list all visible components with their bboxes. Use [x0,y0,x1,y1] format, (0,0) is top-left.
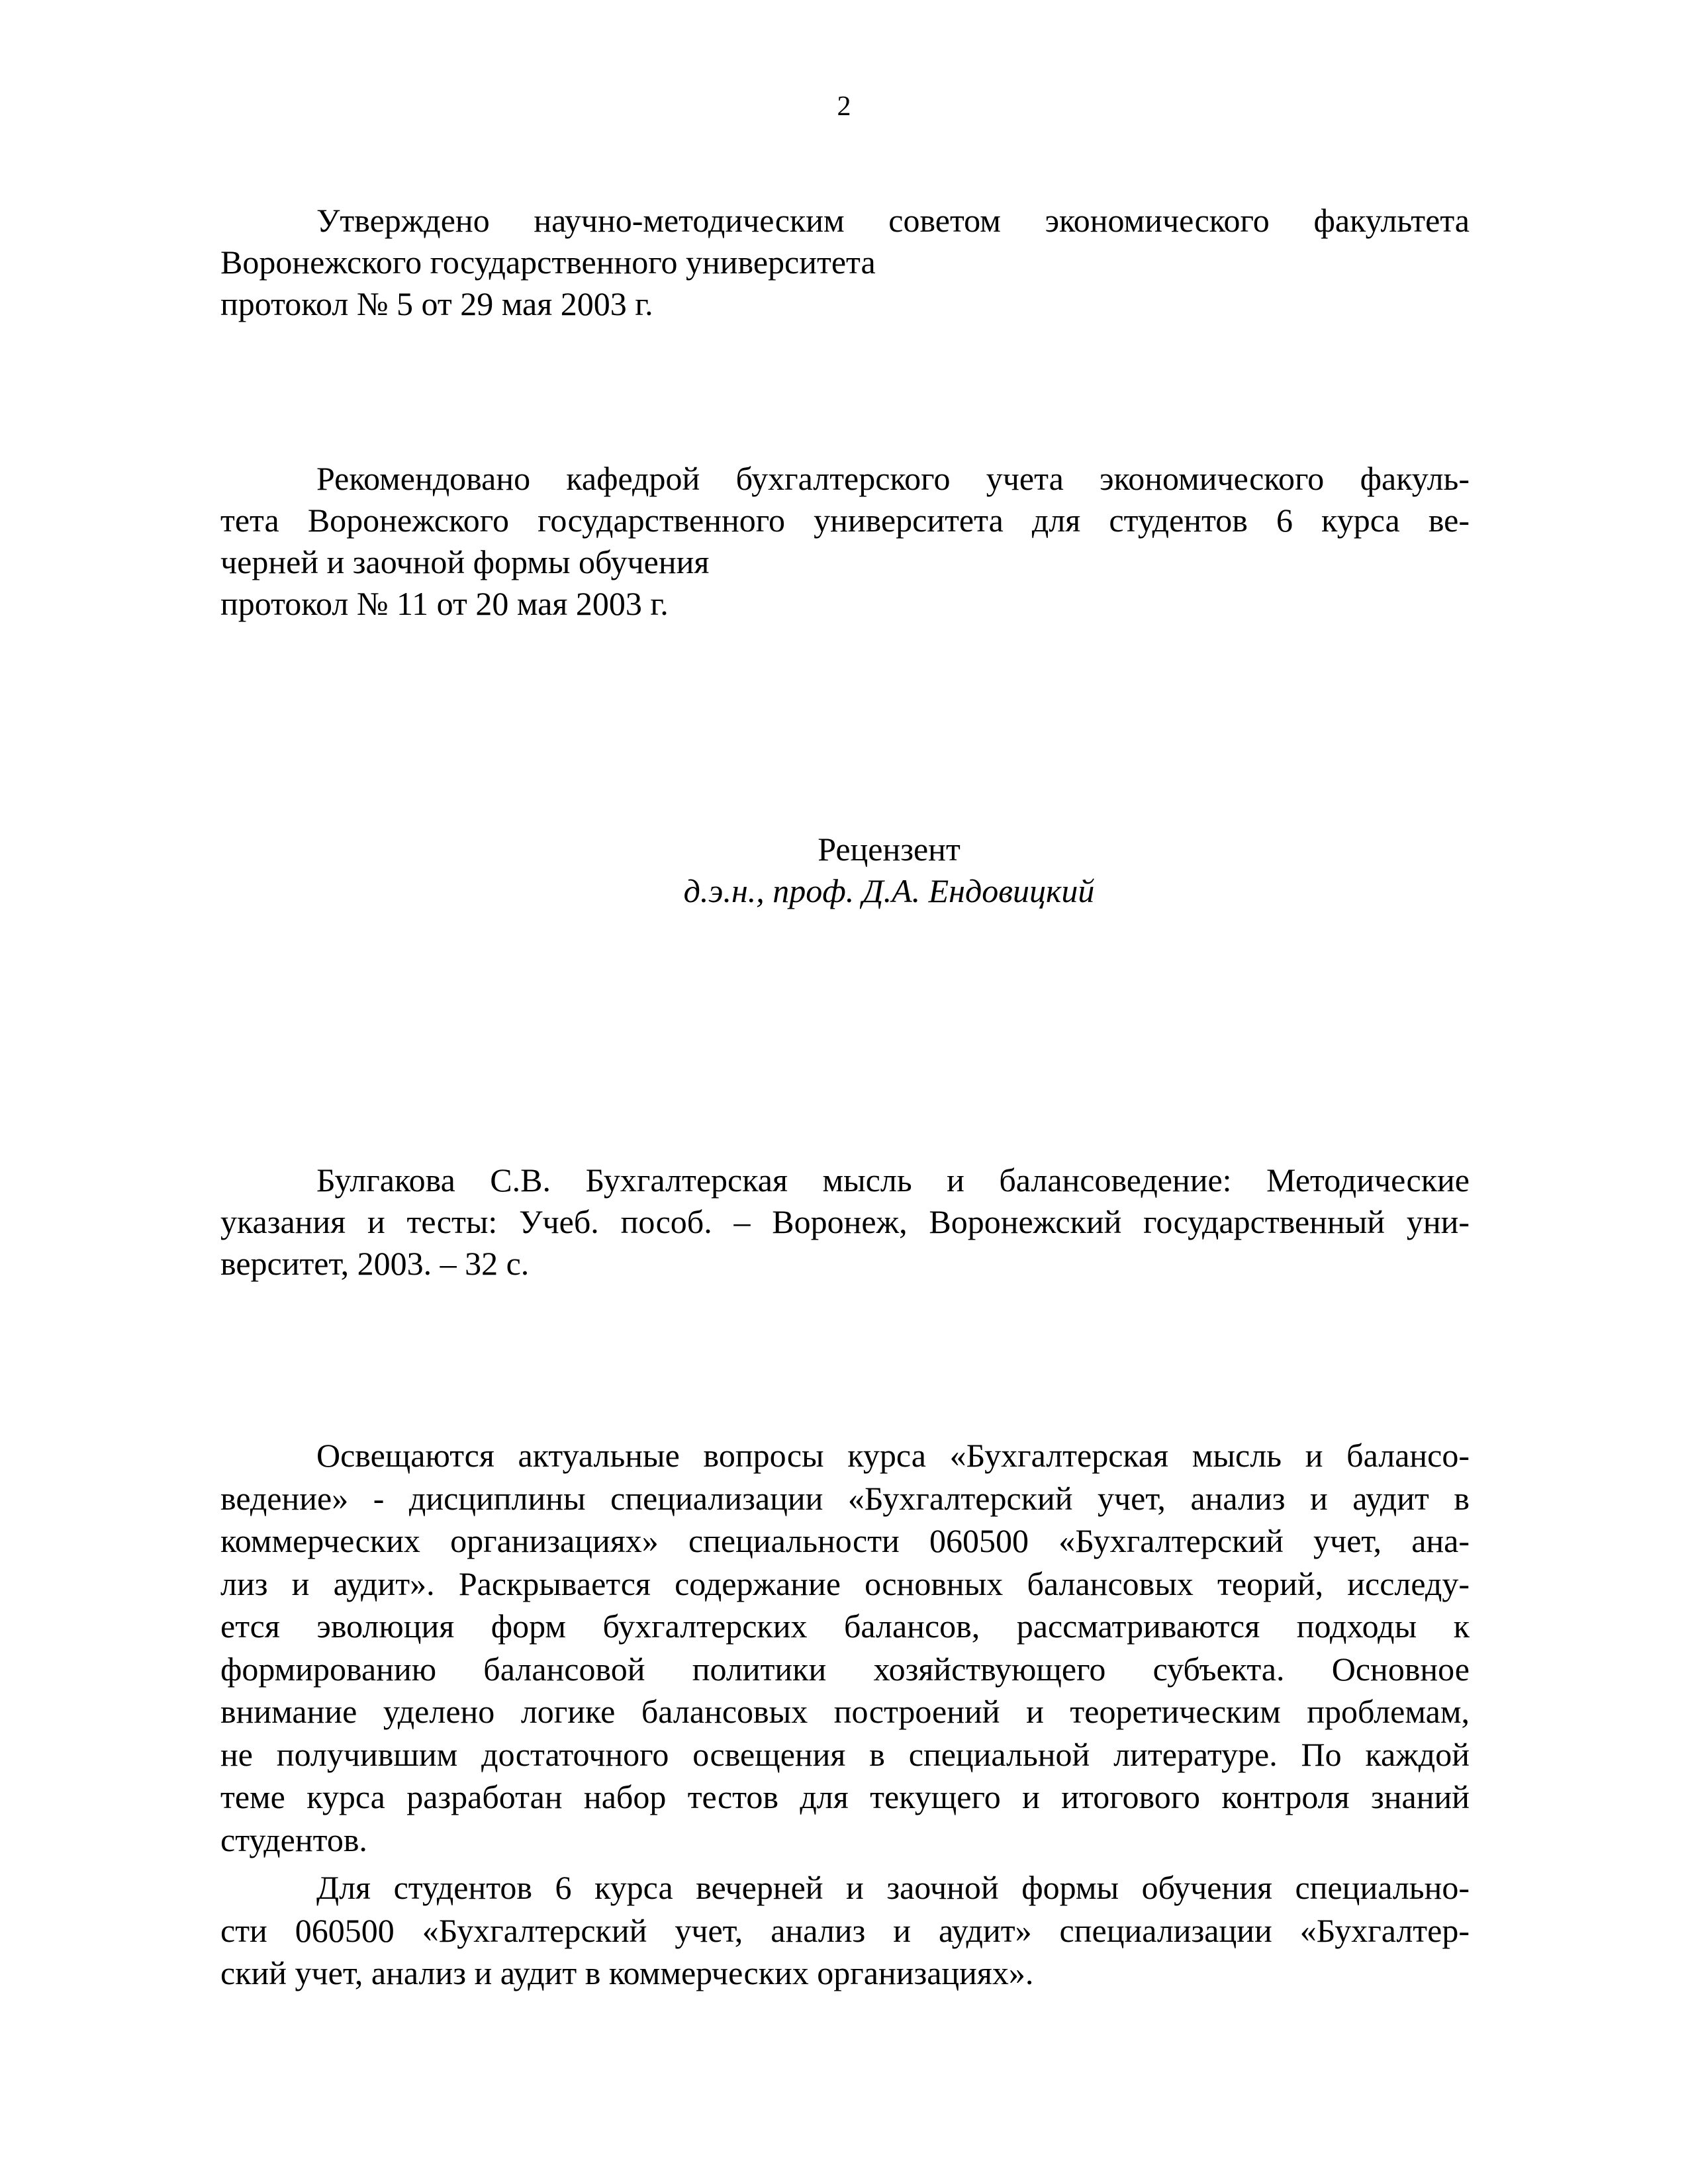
annotation-line: теме курса разработан набор тестов для текущего и итогового контроля знаний [220,1778,1470,1815]
citation-line: верситет, 2003. – 32 с. [220,1245,530,1282]
annotation-line: не получившим достаточного освещения в специальной литературе. По каждой [220,1735,1470,1773]
recommendation-block [220,458,1470,625]
annotation-line: внимание уделено логике балансовых построений и теоретическим проблемам, [220,1693,1470,1730]
recommendation-line: протокол № 11 от 20 мая 2003 г. [220,585,669,622]
annotation-line: лиз и аудит». Раскрывается содержание основных балансовых теорий, исследу- [220,1565,1470,1602]
annotation-line: студентов. [220,1821,367,1858]
annotation-line: ведение» - дисциплины специализации «Бухгалтерский учет, анализ и аудит в [220,1479,1470,1517]
recommendation-line: Рекомендовано кафедрой бухгалтерского учета экономического факуль- [316,460,1470,497]
reviewer-name: д.э.н., проф. Д.А. Ендовицкий [683,872,1095,909]
approval-line: Утверждено научно-методическим советом экономического факультета [316,202,1470,239]
bibliographic-citation [220,1160,1470,1285]
reviewer-block [220,829,1558,912]
citation-line: Булгакова С.В. Бухгалтерская мысль и балансоведение: Методические [316,1161,1470,1199]
annotation-line: коммерческих организациях» специальности 060500 «Бухгалтерский учет, ана- [220,1522,1470,1559]
annotation-line: Для студентов 6 курса вечерней и заочной формы обучения специально- [316,1869,1470,1906]
citation-line: указания и тесты: Учеб. пособ. – Воронеж, Воронежский государственный уни- [220,1203,1470,1240]
annotation-block [220,1434,1470,1995]
recommendation-line: тета Воронежского государственного университета для студентов 6 курса ве- [220,502,1470,539]
reviewer-label: Рецензент [818,831,961,868]
page-number: 2 [837,91,851,122]
annotation-line: сти 060500 «Бухгалтерский учет, анализ и аудит» специализации «Бухгалтер- [220,1911,1470,1949]
annotation-line: формированию балансовой политики хозяйствующего субъекта. Основное [220,1650,1470,1688]
approval-line: Воронежского государственного университета [220,244,876,281]
annotation-line: ский учет, анализ и аудит в коммерческих организациях». [220,1954,1034,1991]
approval-line: протокол № 5 от 29 мая 2003 г. [220,285,653,322]
approval-block [220,200,1470,325]
recommendation-line: черней и заочной формы обучения [220,543,710,580]
annotation-line: Освещаются актуальные вопросы курса «Бухгалтерская мысль и балансо- [316,1437,1470,1474]
annotation-line: ется эволюция форм бухгалтерских балансов, рассматриваются подходы к [220,1608,1470,1645]
